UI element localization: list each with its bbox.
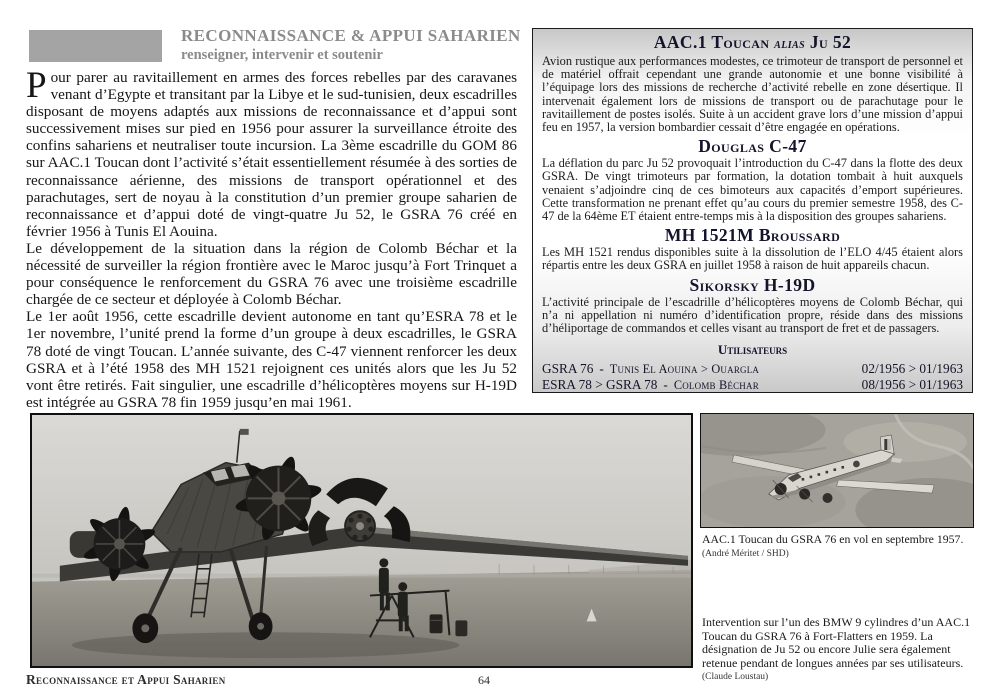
service-dates: 08/1956 > 01/1963 [861,377,963,393]
user-row-left [542,377,759,393]
heading-toucan-alias: alias [774,37,806,52]
separator: - [663,377,668,393]
base-name: Tunis El Aouina > Ouargla [609,362,760,377]
users-heading: Utilisateurs [717,342,788,358]
user-row-gsra78 [542,377,963,393]
section-heading-h19d: Sikorsky H-19D [689,274,816,295]
page-title: RECONNAISSANCE & APPUI SAHARIEN [181,26,521,45]
section-body-c47: La déflation du parc Ju 52 provoquait l’introduction du C-47 dans la flotte des deux GSRA. De vingt trimoteurs par formation, la dotation tombait à huit auxquels venaient s’adjoindre cinq de ces bimoteurs aux capacités d’emport supérieures. Cette transformation ne prenant effet qu’au cours du premier semestre 1958, des C-47 de la 64ème ET étaient entre-temps mis à la disposition des groupes sahariens. [542,156,963,224]
page-number: 64 [478,673,490,687]
caption-engine [702,616,983,685]
header-logo-placeholder [29,30,162,62]
page-subtitle: renseigner, intervenir et soutenir [181,47,383,63]
user-row-left [542,361,759,377]
caption-flight-credit: (André Méritet / SHD) [702,548,789,559]
photo-toucan-ground [30,413,693,668]
footer-running-title: Reconnaissance et Appui Saharien [26,672,226,687]
caption-flight [702,533,976,561]
section-heading-toucan [542,33,963,54]
photo-toucan-flight [700,413,974,528]
article-paragraph-2: Le développement de la situation dans la région de Colomb Béchar et la nécessité de surveiller la région frontière avec le Maroc jusqu’à Fort Trinquet a pour conséquence le renforcement du GSRA 76 avec une troisième escadrille chargée de ce secteur et déployée à Colomb Béchar. [26,239,517,309]
section-body-toucan: Avion rustique aux performances modestes, ce trimoteur de transport de personnel et de matériel offrait cependant une grande autonomie et une bonne visibilité à l’équipage lors des missions de recherche d’activité rebelle en zone désertique. Il intervenait également lors de missions de transport ou de parachutage pour le ravitaillement de postes isolés. Suite à un accident grave lors d’une mission d’appui feu en 1957, la version bombardier cessait d’être engagée en opérations. [542,54,963,135]
base-name: Colomb Béchar [673,378,759,393]
toucan-ground-photo-illustration [32,415,691,666]
caption-flight-text: AAC.1 Toucan du GSRA 76 en vol en septembre 1957. [702,532,964,546]
toucan-flight-photo-illustration [701,414,973,527]
heading-toucan-post: Ju 52 [805,32,852,52]
dropcap: P [26,65,47,106]
separator: - [599,361,604,377]
section-heading-c47: Douglas C-47 [698,136,807,157]
article-column [26,65,517,411]
caption-engine-text: Intervention sur l’un des BMW 9 cylindres d’un AAC.1 Toucan du GSRA 76 à Fort-Flatters en 1959. La désignation de Ju 52 ou encore Julie sera également retenue pendant de longues années par ses utilisateurs. [702,615,971,670]
section-heading-broussard: MH 1521M Broussard [664,225,841,246]
caption-engine-credit: (Claude Loustau) [702,672,769,683]
paragraph-1-text: our parer au ravitaillement en armes des forces rebelles par des caravanes venant d’Egypte et transitant par la Libye et le sud-tunisien, deux escadrilles disposant de moyens adaptés aux missions de reconnaissance et d’appui sont successivement mises sur pied en 1956 pour assurer la surveillance étroite des confins sahariens et neutraliser toute incursion. La 3ème escadrille du GOM 86 sur AAC.1 Toucan dont l’activité s’était essentiellement résumée à des sorties de reconnaissance aérienne, des missions de transport opérationnel et des parachutages, sert de noyau à la constitution d’un premier groupe saharien de reconnaissance et d’appui doté de vingt-quatre Ju 52, le GSRA 76 créé en février 1956 à Tunis El Aouina. [26,69,517,240]
service-dates: 02/1956 > 01/1963 [861,361,963,377]
section-body-h19d: L’activité principale de l’escadrille d’hélicoptères moyens de Colomb Béchar, qui n’a ni appellation ni numéro d’identification propre, réside dans des missions d’héliportage de commandos et celles visant au transport de fret et de passagers. [542,294,963,336]
article-paragraph-1 [26,65,517,240]
unit-name: GSRA 76 [542,361,594,377]
user-row-gsra76 [542,361,963,377]
article-paragraph-3: Le 1er août 1956, cette escadrille devient autonome en tant qu’ESRA 78 et le 1er novembre, l’unité prend la forme d’un groupe à deux escadrilles, le GSRA 78 doté de vingt Toucan. L’année suivante, des C-47 viennent renforcer les deux GSRA et à l’été 1958 des MH 1521 rejoignent ces unités alors que les Ju 52 vont être retirés. Fait singulier, une escadrille d’hélicoptères moyens sur H-19D est intégrée au GSRA 78 fin 1959 jusqu’en mai 1961. [26,308,517,411]
unit-name: ESRA 78 > GSRA 78 [542,377,658,393]
heading-toucan-pre: AAC.1 Toucan [653,32,775,52]
aircraft-panel [532,28,973,393]
header [181,26,541,64]
section-body-broussard: Les MH 1521 rendus disponibles suite à la dissolution de l’ELO 4/45 étaient alors répartis entre les deux GSRA en juillet 1958 à raison de huit appareils chacun. [542,245,963,273]
